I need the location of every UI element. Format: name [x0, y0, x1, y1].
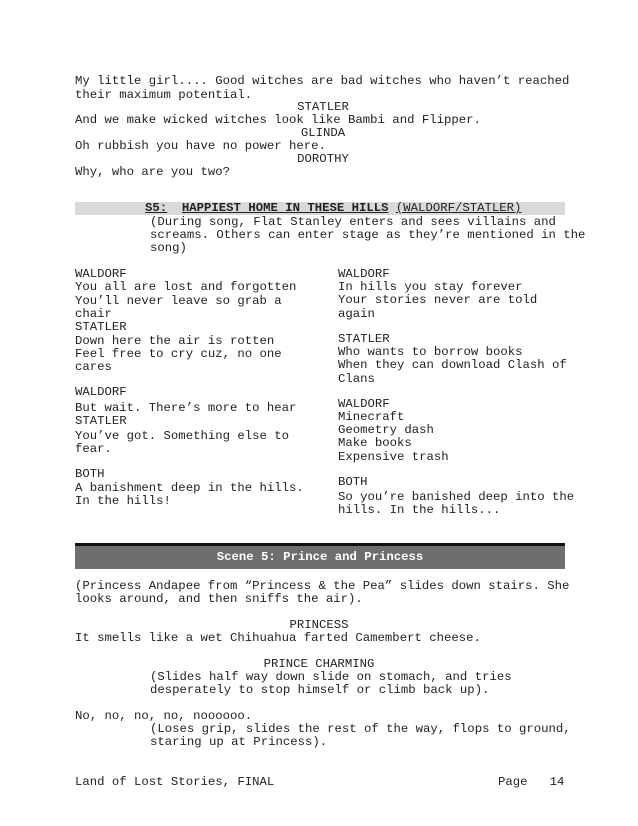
- dialogue-line: My little girl.... Good witches are bad witches who haven’t reached: [75, 74, 570, 88]
- lyric-line: fear.: [75, 442, 112, 456]
- stage-direction: (Princess Andapee from “Princess & the Pea” slides down stairs. She: [75, 579, 570, 593]
- dialogue-line: Why, who are you two?: [75, 165, 230, 179]
- lyric-speaker: WALDORF: [75, 267, 127, 281]
- character-name: STATLER: [297, 100, 349, 114]
- parenthetical: (Slides half way down slide on stomach, and tries: [150, 670, 512, 684]
- character-name: GLINDA: [300, 126, 346, 140]
- song-name: HAPPIEST HOME IN THESE HILLS: [181, 201, 389, 215]
- dialogue-line: It smells like a wet Chihuahua farted Camembert cheese.: [75, 631, 481, 645]
- song-heading: [145, 202, 521, 215]
- lyric-line: When they can download Clash of: [338, 358, 567, 372]
- lyric-line: A banishment deep in the hills.: [75, 481, 304, 495]
- lyric-line: hills. In the hills...: [338, 503, 501, 517]
- lyric-line: In hills you stay forever: [338, 280, 523, 294]
- lyric-line: Your stories never are told: [338, 293, 538, 307]
- parenthetical: staring up at Princess).: [150, 735, 328, 749]
- lyric-line: But wait. There’s more to hear: [75, 401, 297, 415]
- stage-direction: (During song, Flat Stanley enters and sees villains and: [150, 215, 556, 229]
- character-name: PRINCESS: [289, 618, 349, 632]
- lyric-line: Down here the air is rotten: [75, 334, 275, 348]
- page-number: 14: [549, 775, 565, 789]
- lyric-speaker: STATLER: [338, 332, 390, 346]
- song-number: S5:: [145, 201, 168, 215]
- lyric-line: So you’re banished deep into the: [338, 490, 575, 504]
- lyric-speaker: WALDORF: [75, 385, 127, 399]
- lyric-speaker: BOTH: [338, 475, 368, 489]
- stage-direction: screams. Others can enter stage as they’re mentioned in the: [150, 228, 586, 242]
- lyric-line: You all are lost and forgotten: [75, 280, 297, 294]
- dialogue-line: And we make wicked witches look like Bambi and Flipper.: [75, 113, 481, 127]
- dialogue-line: No, no, no, no, noooooo.: [75, 709, 253, 723]
- dialogue-line: their maximum potential.: [75, 88, 253, 102]
- stage-direction: looks around, and then sniffs the air).: [75, 592, 363, 606]
- lyric-line: You’ll never leave so grab a: [75, 294, 282, 308]
- lyric-line: chair: [75, 307, 112, 321]
- lyric-line: cares: [75, 360, 112, 374]
- lyric-line: Clans: [338, 372, 375, 386]
- lyric-speaker: STATLER: [75, 414, 127, 428]
- lyric-line: Minecraft: [338, 410, 405, 424]
- lyric-line: Geometry dash: [338, 423, 434, 437]
- lyric-speaker: STATLER: [75, 320, 127, 334]
- lyric-speaker: WALDORF: [338, 397, 390, 411]
- character-name: PRINCE CHARMING: [263, 657, 375, 671]
- lyric-line: again: [338, 307, 375, 321]
- lyric-speaker: WALDORF: [338, 267, 390, 281]
- lyric-line: Make books: [338, 436, 412, 450]
- lyric-line: Expensive trash: [338, 450, 449, 464]
- lyric-line: Feel free to cry cuz, no one: [75, 347, 282, 361]
- character-name: DOROTHY: [297, 152, 349, 166]
- page-label: Page: [498, 775, 528, 789]
- lyric-line: You’ve got. Something else to: [75, 429, 290, 443]
- scene-title: Scene 5: Prince and Princess: [216, 550, 424, 564]
- dialogue-line: Oh rubbish you have no power here.: [75, 139, 326, 153]
- lyric-line: In the hills!: [75, 494, 171, 508]
- footer-page: [498, 776, 564, 789]
- lyric-speaker: BOTH: [75, 467, 105, 481]
- stage-direction: song): [150, 241, 187, 255]
- parenthetical: desperately to stop himself or climb back up).: [150, 683, 490, 697]
- footer-title: Land of Lost Stories, FINAL: [75, 775, 275, 789]
- lyric-line: Who wants to borrow books: [338, 345, 523, 359]
- parenthetical: (Loses grip, slides the rest of the way, flops to ground,: [150, 722, 571, 736]
- song-credit: (WALDORF/STATLER): [395, 201, 522, 215]
